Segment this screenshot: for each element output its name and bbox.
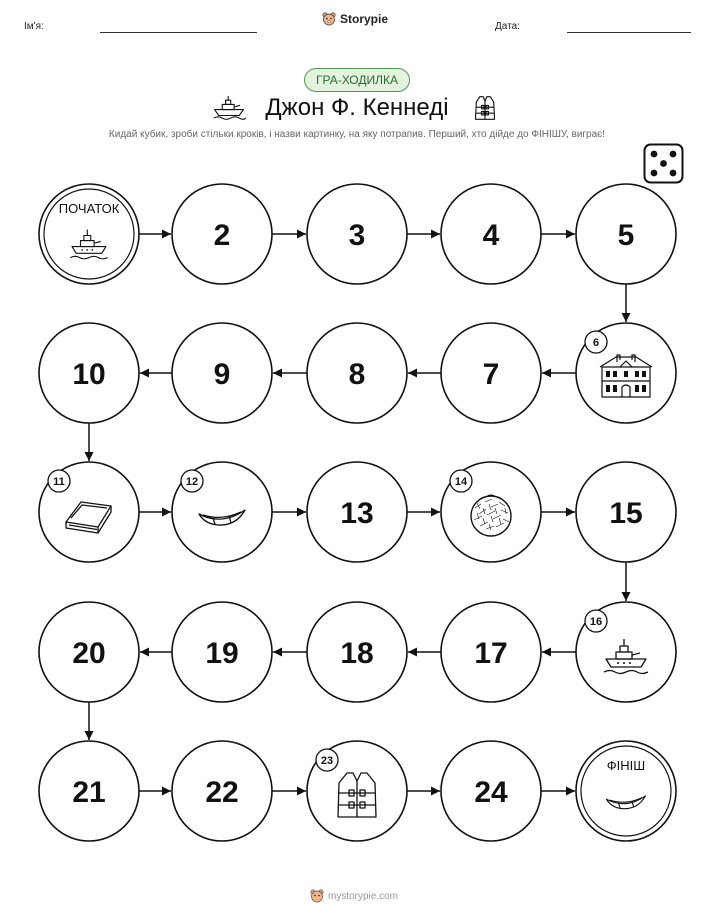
space-circle xyxy=(576,741,676,841)
space-circle xyxy=(39,184,139,284)
board-space-22 xyxy=(172,741,272,841)
space-number: 22 xyxy=(205,776,239,809)
board-space-18 xyxy=(307,602,407,702)
space-number: 12 xyxy=(185,476,199,488)
board-space-14 xyxy=(441,462,541,562)
space-number: 5 xyxy=(617,219,635,252)
space-number: 13 xyxy=(340,497,374,530)
board-space-8 xyxy=(307,323,407,423)
board-space-19 xyxy=(172,602,272,702)
space-number: 16 xyxy=(589,616,603,628)
space-number: 8 xyxy=(348,358,366,391)
space-number: 21 xyxy=(72,776,106,809)
board-space-23 xyxy=(307,741,407,841)
board-space-16 xyxy=(576,602,676,702)
brand-name: Storypie xyxy=(340,12,389,26)
space-number: 20 xyxy=(72,637,106,670)
board-space-21 xyxy=(39,741,139,841)
space-number: 24 xyxy=(474,776,508,809)
space-number: 2 xyxy=(213,219,231,252)
board-space-13 xyxy=(307,462,407,562)
instructions: Кидай кубик, зроби стільки кроків, і назви картинку, на яку потрапив. Перший, хто дійде до ФІНІШУ, виграє! xyxy=(108,129,606,140)
space-number: 17 xyxy=(474,637,508,670)
board-space-4 xyxy=(441,184,541,284)
footer-bear-icon xyxy=(310,889,324,903)
game-type-badge: ГРА-ХОДИЛКА xyxy=(304,68,410,92)
space-number: 4 xyxy=(482,219,500,252)
board-space-25 xyxy=(576,741,676,841)
board-space-1 xyxy=(39,184,139,284)
board-space-7 xyxy=(441,323,541,423)
board-space-11 xyxy=(39,462,139,562)
board-space-12 xyxy=(172,462,272,562)
space-number: 19 xyxy=(205,637,239,670)
space-number: 18 xyxy=(340,637,374,670)
board-space-20 xyxy=(39,602,139,702)
board-space-9 xyxy=(172,323,272,423)
board-space-3 xyxy=(307,184,407,284)
space-number: 7 xyxy=(482,358,500,391)
finish-label: ФІНІШ xyxy=(606,758,646,773)
name-label: Ім'я: xyxy=(24,21,44,32)
space-number: 6 xyxy=(592,337,600,349)
board-space-6 xyxy=(576,323,676,423)
space-number: 3 xyxy=(348,219,366,252)
board-space-15 xyxy=(576,462,676,562)
coconut-icon xyxy=(471,495,511,536)
start-label: ПОЧАТОК xyxy=(58,201,120,216)
space-number: 14 xyxy=(454,476,468,488)
footer-site: mystorypie.com xyxy=(328,890,399,902)
board-space-10 xyxy=(39,323,139,423)
space-number: 10 xyxy=(72,358,106,391)
board-space-5 xyxy=(576,184,676,284)
board-space-17 xyxy=(441,602,541,702)
footer xyxy=(310,889,398,903)
space-number: 11 xyxy=(53,476,65,488)
date-label: Дата: xyxy=(495,21,520,32)
page-title: Джон Ф. Кеннеді xyxy=(265,94,449,121)
space-number: 9 xyxy=(213,358,231,391)
board-space-2 xyxy=(172,184,272,284)
space-number: 15 xyxy=(609,497,643,530)
board-space-24 xyxy=(441,741,541,841)
space-number: 23 xyxy=(320,755,334,767)
